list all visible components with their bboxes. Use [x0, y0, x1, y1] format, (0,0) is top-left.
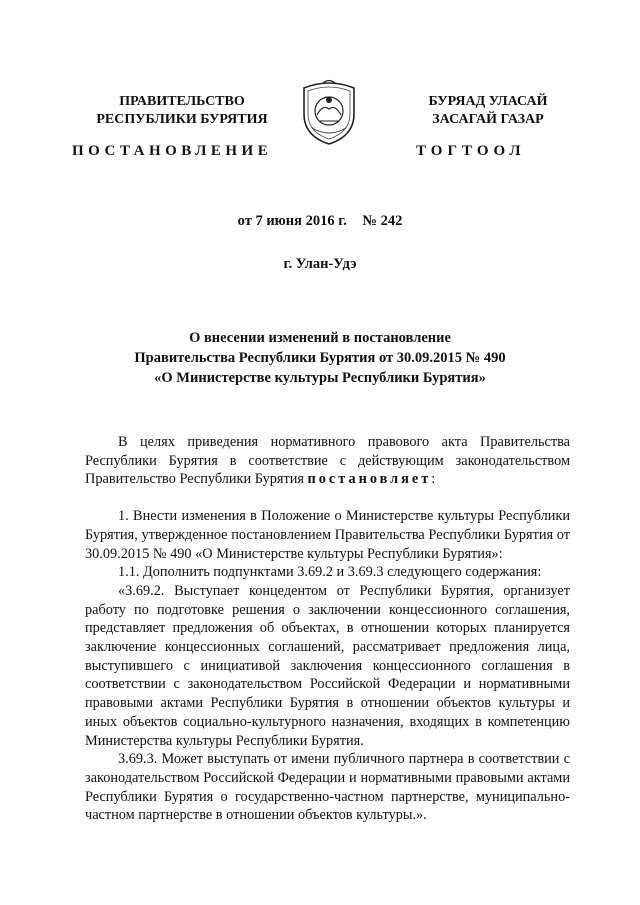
header-right-line1: БУРЯАД УЛАСАЙ — [428, 94, 548, 109]
paragraph-1: 1. Внести изменения в Положение о Министерстве культуры Республики Бурятия, утвержденное постановлением Правительства Республики Бурятия от 30.09.2015 № 490 «О Министерстве культуры Республики Бурятия»: — [85, 508, 570, 562]
header-right-line2: ЗАСАГАЙ ГАЗАР — [432, 112, 544, 127]
doc-type-right: ТОГТООЛ — [416, 143, 526, 159]
header-left-line1: ПРАВИТЕЛЬСТВО — [119, 94, 245, 109]
document-date: от 7 июня 2016 г. — [237, 213, 347, 229]
document-number: № 242 — [362, 213, 403, 229]
document-title — [0, 328, 640, 388]
document-city: г. Улан-Удэ — [283, 256, 357, 272]
preamble-end: : — [431, 471, 436, 488]
paragraph-3-69-2: «3.69.2. Выступает концедентом от Республики Бурятия, организует работу по подготовке решения о заключении концессионного соглашения, представляет предложения об объектах, в отношении которых планируется заключение концессионных соглашений, рассматривает предложения лица, выступившего с инициативой заключения концессионного соглашения в соответствии с законодательством Российской Федерации и нормативными правовыми актами Республики Бурятия в отношении объектов культуры и иных объектов социально-культурного назначения, входящих в компетенцию Министерства культуры Республики Бурятия. — [85, 582, 570, 749]
title-line3: «О Министерстве культуры Республики Бурятия» — [154, 370, 486, 386]
coat-of-arms-icon — [298, 78, 360, 146]
header-left-line2: РЕСПУБЛИКИ БУРЯТИЯ — [96, 112, 268, 127]
title-line2: Правительства Республики Бурятия от 30.09.2015 № 490 — [134, 350, 506, 366]
header-left — [82, 93, 282, 129]
title-line1: О внесении изменений в постановление — [189, 330, 451, 346]
document-body — [85, 433, 570, 825]
paragraph-preamble — [85, 433, 570, 489]
document-date-line — [0, 213, 640, 230]
resolves-word: постановляет — [307, 471, 432, 488]
paragraph-1-1: 1.1. Дополнить подпунктами 3.69.2 и 3.69.3 следующего содержания: — [118, 564, 542, 581]
header-right — [398, 93, 578, 129]
paragraph-3-69-3: 3.69.3. Может выступать от имени публичного партнера в соответствии с законодательством Российской Федерации и нормативными правовыми актами Республики Бурятия о государственно-частном партнерстве, муниципально-частном партнерстве в отношении объектов культуры.». — [85, 751, 570, 824]
doc-type-left: ПОСТАНОВЛЕНИЕ — [72, 143, 273, 159]
preamble-text: В целях приведения нормативного правового акта Правительства Республики Бурятия в соответствие с действующим законодательством Правительство Республики Бурятия — [85, 434, 570, 488]
